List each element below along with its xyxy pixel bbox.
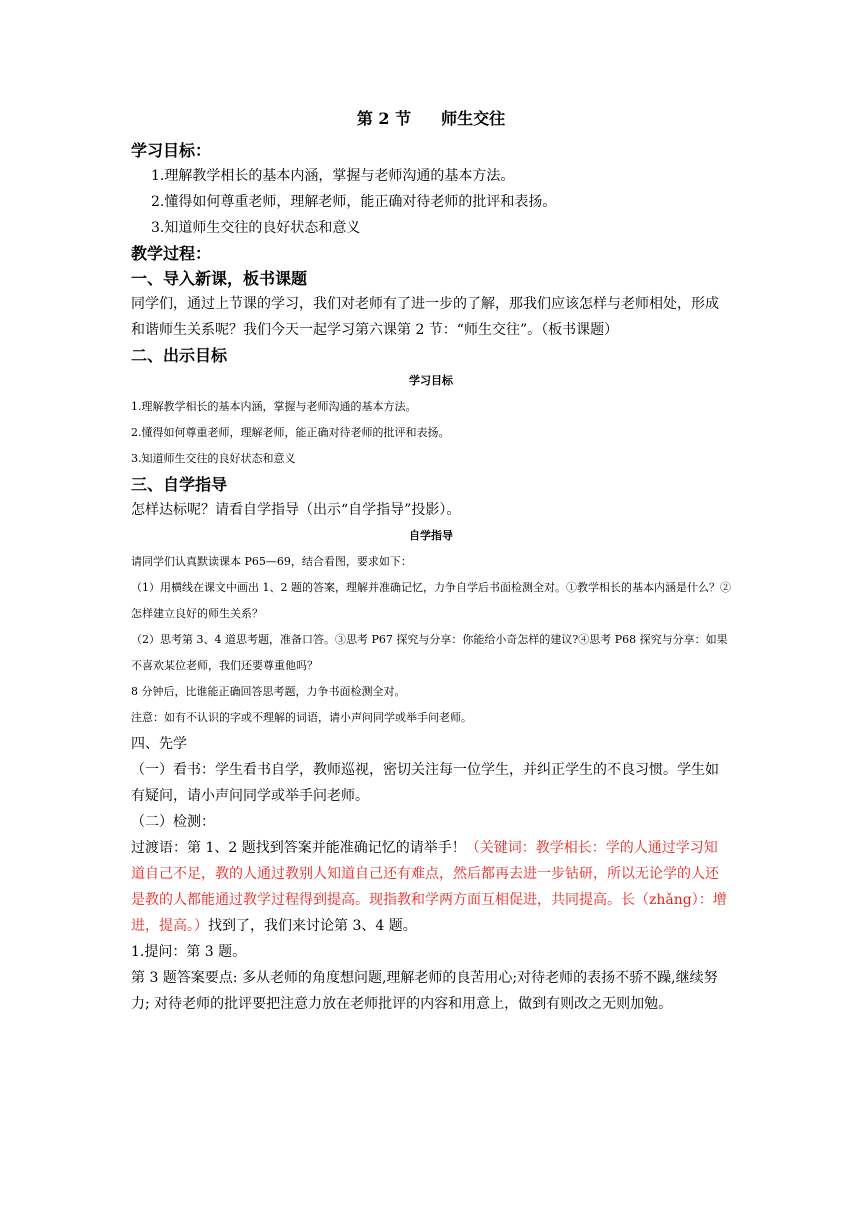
section3-line: （2）思考第 3、4 道思考题，准备口答。③思考 P67 探究与分享：你能给小奇怎样的建议?④思考 P68 探究与分享：如果不喜欢某位老师，我们还要尊重他吗？ — [131, 633, 728, 672]
section3-line: 8 分钟后，比谁能正确回答思考题，力争书面检测全对。 — [131, 685, 406, 698]
section4-part2: （二）检测： — [131, 814, 215, 830]
keyword-note: （关键词：教学相长：学的人通过学习知道自己不足，教的人通过教别人知道自己还有难点，然后都再去进一步钻研，所以无论学的人还是教的人都能通过教学过程得到提高。现指教和学两方面互相促进，共同提高。长（zhǎng）：增进，提高。） — [131, 840, 727, 934]
transition-follow: 找到了，我们来讨论第 3、4 题。 — [208, 918, 417, 934]
section4-heading: 四、先学 — [131, 736, 187, 752]
section1-text: 同学们，通过上节课的学习，我们对老师有了进一步的了解，那我们应该怎样与老师相处，形成和谐师生关系呢？我们今天一起学习第六课第 2 节：“师生交往”。（板书课题） — [131, 296, 719, 338]
section2-box-title: 学习目标 — [409, 374, 453, 387]
page-title — [131, 106, 731, 129]
process-heading: 教学过程： — [131, 244, 212, 263]
document-body — [131, 106, 731, 1017]
transition-lead: 过渡语：第 1、2 题找到答案并能准确记忆的请举手！ — [131, 840, 466, 856]
section2-item: 2.懂得如何尊重老师，理解老师，能正确对待老师的批评和表扬。 — [131, 426, 450, 439]
objectives-heading: 学习目标： — [131, 141, 212, 160]
question-1-answer: 第 3 题答案要点: 多从老师的角度想问题,理解老师的良苦用心;对待老师的表扬不骄不躁,继续努力; 对待老师的批评要把注意力放在老师批评的内容和用意上，做到有则改之无则加勉。 — [131, 970, 718, 1012]
title-topic: 师生交往 — [441, 109, 506, 128]
section2-heading: 二、出示目标 — [131, 346, 228, 365]
objective-item: 1.理解教学相长的基本内涵，掌握与老师沟通的基本方法。 — [151, 168, 515, 184]
transition-paragraph — [131, 835, 731, 939]
section3-line: （1）用横线在课文中画出 1、2 题的答案，理解并准确记忆，力争自学后书面检测全对。①教学相长的基本内涵是什么？②怎样建立良好的师生关系？ — [131, 581, 731, 620]
section3-box-title: 自学指导 — [409, 529, 453, 542]
section2-item: 1.理解教学相长的基本内涵，掌握与老师沟通的基本方法。 — [131, 400, 417, 413]
section4-part1: （一）看书：学生看书自学，教师巡视，密切关注每一位学生，并纠正学生的不良习惯。学生如有疑问，请小声问同学或举手问老师。 — [131, 762, 719, 804]
question-1: 1.提问：第 3 题。 — [131, 944, 247, 960]
section2-item: 3.知道师生交往的良好状态和意义 — [131, 452, 296, 465]
section3-line: 请同学们认真默读课本 P65—69，结合看图，要求如下： — [131, 555, 412, 568]
objective-item: 2.懂得如何尊重老师，理解老师，能正确对待老师的批评和表扬。 — [151, 194, 557, 210]
section3-line: 注意：如有不认识的字或不理解的词语，请小声问同学或举手问老师。 — [131, 711, 472, 724]
section3-heading: 三、自学指导 — [131, 475, 228, 494]
title-section-number: 第 2 节 — [356, 109, 412, 128]
section3-intro: 怎样达标呢？请看自学指导（出示“自学指导”投影）。 — [131, 502, 461, 518]
objective-item: 3.知道师生交往的良好状态和意义 — [151, 220, 361, 236]
section1-heading: 一、导入新课，板书课题 — [131, 269, 308, 288]
